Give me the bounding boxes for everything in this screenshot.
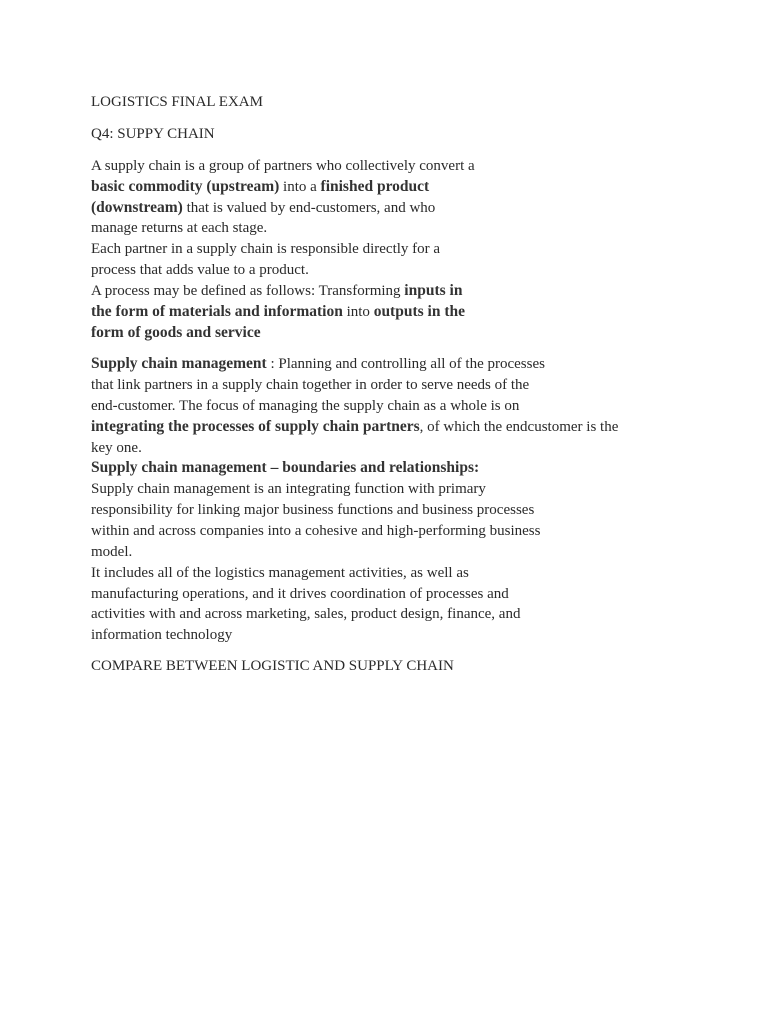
paragraph-line: Supply chain management is an integrating function with primary: [91, 481, 486, 497]
text: , of which the endcustomer is the: [419, 419, 619, 435]
paragraph-line: [91, 302, 465, 322]
paragraph-line: It includes all of the logistics management activities, as well as: [91, 565, 469, 581]
text: into: [342, 304, 374, 320]
section-heading: [91, 458, 479, 478]
bold-text: form of goods and service: [91, 324, 261, 341]
paragraph-line: responsibility for linking major business functions and business processes: [91, 502, 535, 518]
text: into a: [279, 179, 321, 195]
paragraph-line: model.: [91, 544, 133, 560]
paragraph-line: [91, 354, 545, 374]
paragraph-line: manufacturing operations, and it drives coordination of processes and: [91, 586, 509, 602]
paragraph-line: process that adds value to a product.: [91, 262, 309, 278]
bold-text: inputs in: [404, 282, 463, 299]
paragraph-line: [91, 177, 429, 197]
bold-text: integrating the processes of supply chain partners: [91, 418, 420, 435]
document-title: LOGISTICS FINAL EXAM: [91, 94, 263, 110]
text: : Planning and controlling all of the processes: [266, 356, 545, 372]
paragraph-line: [91, 417, 618, 437]
paragraph-line: [91, 281, 462, 301]
question-heading: Q4: SUPPY CHAIN: [91, 126, 215, 142]
text: A process may be defined as follows: Transforming: [91, 283, 405, 299]
paragraph-line: activities with and across marketing, sales, product design, finance, and: [91, 606, 521, 622]
paragraph-line: that link partners in a supply chain together in order to serve needs of the: [91, 377, 530, 393]
paragraph-line: end-customer. The focus of managing the supply chain as a whole is on: [91, 398, 520, 414]
bold-text: Supply chain management: [91, 355, 267, 372]
compare-heading: COMPARE BETWEEN LOGISTIC AND SUPPLY CHAIN: [91, 658, 454, 674]
bold-text: finished product: [320, 178, 430, 195]
bold-text: outputs in the: [373, 303, 465, 320]
bold-text: Supply chain management – boundaries and relationships:: [91, 459, 480, 476]
bold-text: (downstream): [91, 199, 183, 216]
paragraph-line: key one.: [91, 440, 142, 456]
paragraph-line: manage returns at each stage.: [91, 220, 268, 236]
paragraph-line: [91, 323, 261, 343]
text: that is valued by end-customers, and who: [182, 200, 436, 216]
paragraph-line: A supply chain is a group of partners who collectively convert a: [91, 158, 475, 174]
paragraph-line: within and across companies into a cohesive and high-performing business: [91, 523, 541, 539]
paragraph-line: information technology: [91, 627, 233, 643]
paragraph-line: [91, 198, 435, 218]
bold-text: basic commodity (upstream): [91, 178, 280, 195]
paragraph-line: Each partner in a supply chain is responsible directly for a: [91, 241, 441, 257]
bold-text: the form of materials and information: [91, 303, 343, 320]
